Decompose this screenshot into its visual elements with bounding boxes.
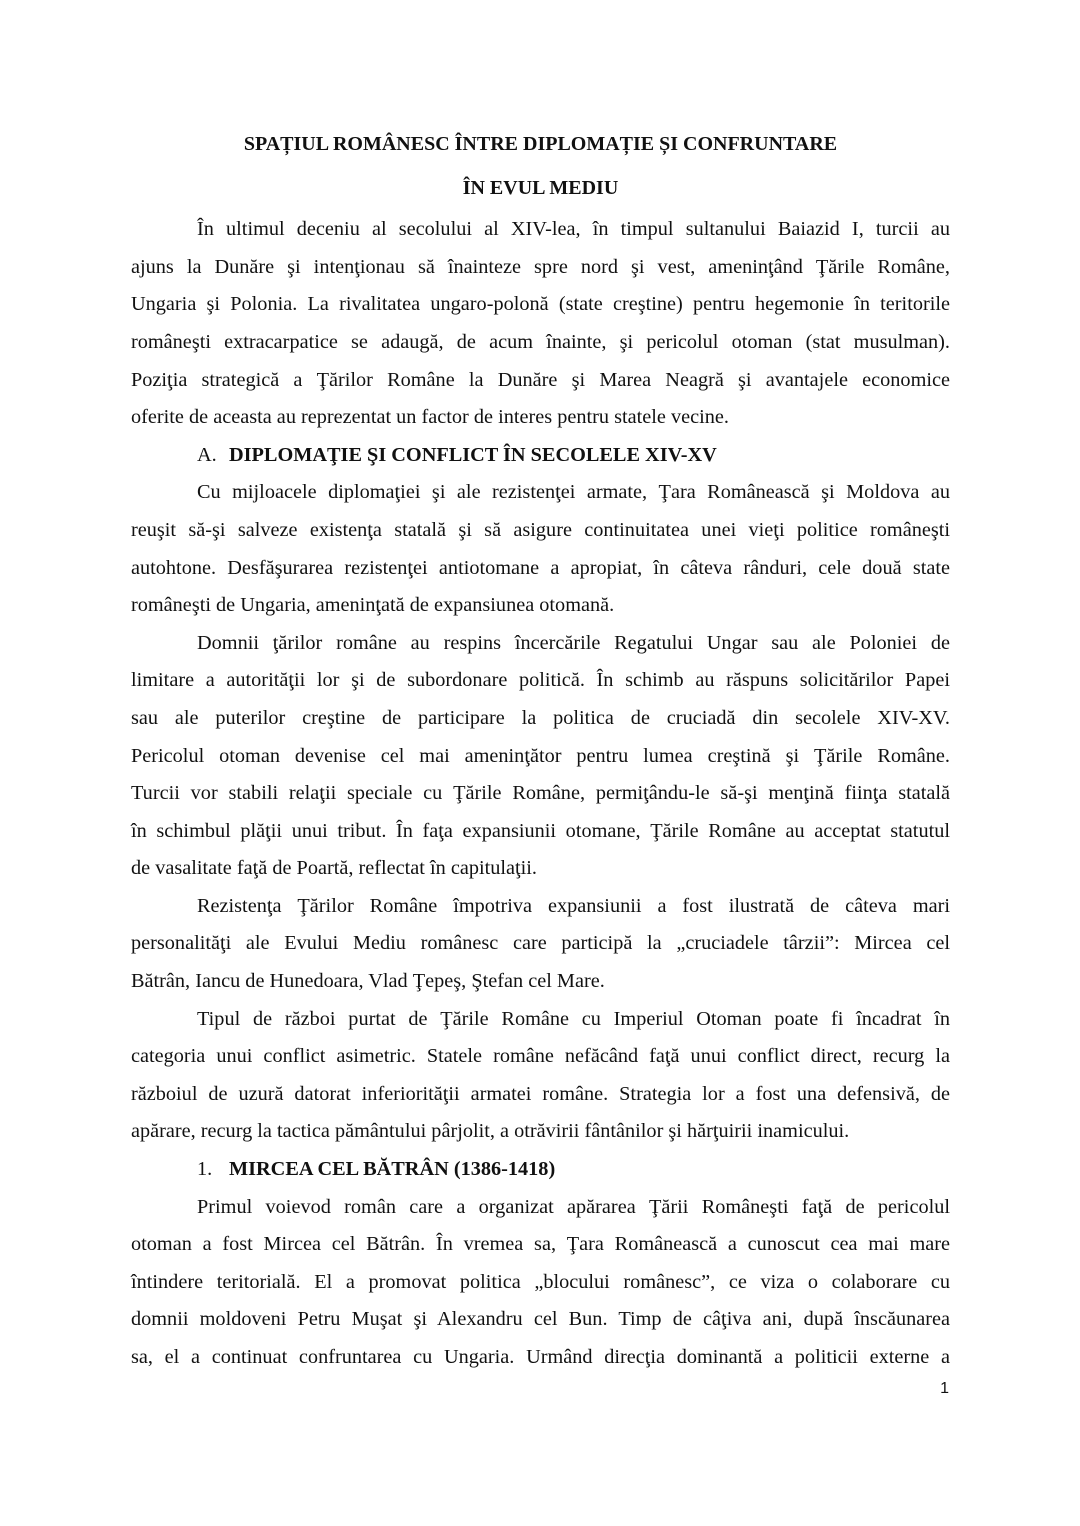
paragraph-line: sa, el a continuat confruntarea cu Ungaria. Urmând direcţia dominantă a politicii externe a	[131, 1346, 950, 1368]
section-heading	[131, 1151, 950, 1189]
paragraph-line: războiul de uzură datorat inferiorităţii armatei române. Strategia lor a fost una defensivă, de	[131, 1082, 950, 1105]
paragraph-line: Pericolul otoman devenise cel mai ameninţător pentru lumea creştină şi Ţările Române.	[131, 744, 950, 767]
paragraph	[131, 888, 950, 1001]
paragraph-line: În ultimul deceniu al secolului al XIV-lea, în timpul sultanului Baiazid I, turcii au	[197, 218, 950, 241]
section-heading-text: DIPLOMAŢIE ŞI CONFLICT ÎN SECOLELE XIV-XV	[229, 443, 717, 466]
document-title-line-2: ÎN EVUL MEDIU	[462, 176, 619, 199]
paragraph-line: domnii moldoveni Petru Muşat şi Alexandru cel Bun. Timp de câţiva ani, după înscăunarea	[131, 1308, 950, 1331]
paragraph-line: apărare, recurg la tactica pământului pârjolit, a otrăvirii fântânilor şi hărţuirii inamicului.	[131, 1120, 850, 1143]
document-title-line-1: SPAȚIUL ROMÂNESC ÎNTRE DIPLOMAȚIE ȘI CONFRUNTARE	[243, 133, 838, 155]
document-page	[131, 124, 950, 1377]
paragraph-line: categoria unui conflict asimetric. Statele române nefăcând faţă unui conflict direct, recurg la	[131, 1045, 950, 1068]
paragraph-line: otoman a fost Mircea cel Bătrân. În vremea sa, Ţara Românească a cunoscut cea mai mare	[131, 1233, 950, 1256]
paragraph-line: Primul voievod român care a organizat apărarea Ţării Româneşti faţă de pericolul	[197, 1195, 950, 1218]
section-heading-text: MIRCEA CEL BĂTRÂN (1386-1418)	[229, 1158, 556, 1181]
paragraph-line: întindere teritorială. El a promovat politica „blocului românesc”, ce viza o colaborare cu	[131, 1270, 950, 1293]
paragraph-line: Turcii vor stabili relaţii speciale cu Ţările Române, permiţându-le să-şi menţină fiinţa statală	[131, 782, 950, 805]
page-number: 1	[940, 1380, 949, 1397]
paragraph-line: sau ale puterilor creştine de participare la politica de cruciadă din secolele XIV-XV.	[131, 706, 950, 729]
paragraph	[131, 211, 950, 437]
paragraph-line: Tipul de război purtat de Ţările Române cu Imperiul Otoman poate fi încadrat în	[197, 1007, 950, 1030]
paragraph-line: româneşti extracarpatice se adaugă, de acum înainte, şi pericolul otoman (stat musulman).	[131, 330, 950, 353]
paragraph	[131, 1001, 950, 1151]
paragraph-line: reuşit să-şi salveze existenţa statală şi să asigure continuitatea unei vieţi politice româneşti	[131, 518, 950, 541]
paragraph-line: limitare a autorităţii lor şi de subordonare politică. În schimb au răspuns solicitărilor Papei	[131, 669, 950, 692]
paragraph-line: Bătrân, Iancu de Hunedoara, Vlad Ţepeş, Ştefan cel Mare.	[131, 970, 605, 993]
paragraph-line: ajuns la Dunăre şi intenţionau să înainteze spre nord şi vest, ameninţând Ţările Române,	[131, 255, 950, 278]
paragraph-line: Poziţia strategică a Ţărilor Române la Dunăre şi Marea Neagră şi avantajele economice	[131, 368, 950, 391]
paragraph-line: Cu mijloacele diplomaţiei şi ale rezistenţei armate, Ţara Românească şi Moldova au	[197, 481, 950, 504]
section-number: A.	[197, 443, 217, 466]
section-number: 1.	[197, 1158, 213, 1181]
paragraph	[131, 625, 950, 888]
paragraph-line: autohtone. Desfăşurarea rezistenţei antiotomane a apropiat, în câteva rânduri, cele două state	[131, 556, 950, 579]
paragraph	[131, 474, 950, 624]
paragraph-line: Domnii ţărilor române au respins încercările Regatului Ungar sau ale Poloniei de	[197, 631, 950, 654]
document-body	[131, 211, 950, 1376]
paragraph-line: oferite de aceasta au reprezentat un factor de interes pentru statele vecine.	[131, 406, 729, 429]
paragraph-line: personalităţi ale Evului Mediu românesc care participă la „cruciadele târzii”: Mircea cel	[131, 932, 950, 955]
paragraph-line: de vasalitate faţă de Poartă, reflectat în capitulaţii.	[131, 857, 537, 880]
paragraph-line: Ungaria şi Polonia. La rivalitatea ungaro-polonă (state creştine) pentru hegemonie în teritorile	[131, 293, 950, 316]
paragraph-line: Rezistenţa Ţărilor Române împotriva expansiunii a fost ilustrată de câteva mari	[197, 894, 950, 917]
section-heading	[131, 437, 950, 475]
paragraph	[131, 1189, 950, 1377]
paragraph-line: româneşti de Ungaria, ameninţată de expansiunea otomană.	[131, 594, 615, 617]
paragraph-line: în schimbul plăţii unui tribut. În faţa expansiunii otomane, Ţările Române au acceptat statutul	[131, 819, 950, 842]
